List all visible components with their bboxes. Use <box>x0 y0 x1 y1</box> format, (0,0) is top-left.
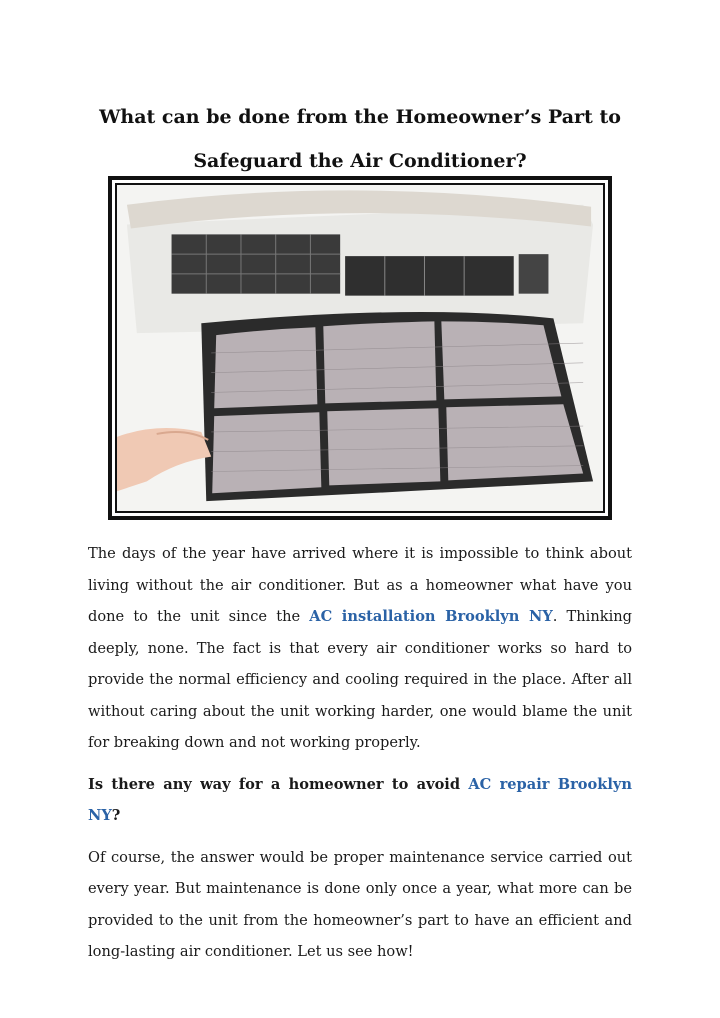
link-ac-repair[interactable]: AC repair Brooklyn NY <box>88 775 632 824</box>
question-text: Is there any way for a homeowner to avoid <box>88 775 469 793</box>
document-body <box>88 538 632 968</box>
link-ac-installation[interactable]: AC installation Brooklyn NY <box>309 608 553 625</box>
document-title: What can be done from the Homeowner’s Part to Safeguard the Air Conditioner? <box>99 105 621 172</box>
paragraph-intro-text: The days of the year have arrived where it is impossible to think about living without the air conditioner. But as a homeowner what have you done to the unit since the <box>88 545 632 625</box>
paragraph-intro-text-cont: . Thinking deeply, none. The fact is that every air conditioner works so hard to provide the normal efficiency and cooling required in the place. After all without caring about the unit working harder, one would blame the unit for breaking down and not working properly. <box>88 608 632 751</box>
paragraph-intro <box>88 538 632 759</box>
photo-inner-border <box>115 183 605 513</box>
air-conditioner-filter-photo <box>108 176 612 520</box>
question-heading <box>88 769 632 832</box>
ac-filter-illustration <box>117 185 603 511</box>
paragraph-answer: Of course, the answer would be proper maintenance service carried out every year. But maintenance is done only once a year, what more can be provided to the unit from the homeowner’s part to have an efficient and long-lasting air conditioner. Let us see how! <box>88 848 632 960</box>
question-mark: ? <box>111 807 121 824</box>
